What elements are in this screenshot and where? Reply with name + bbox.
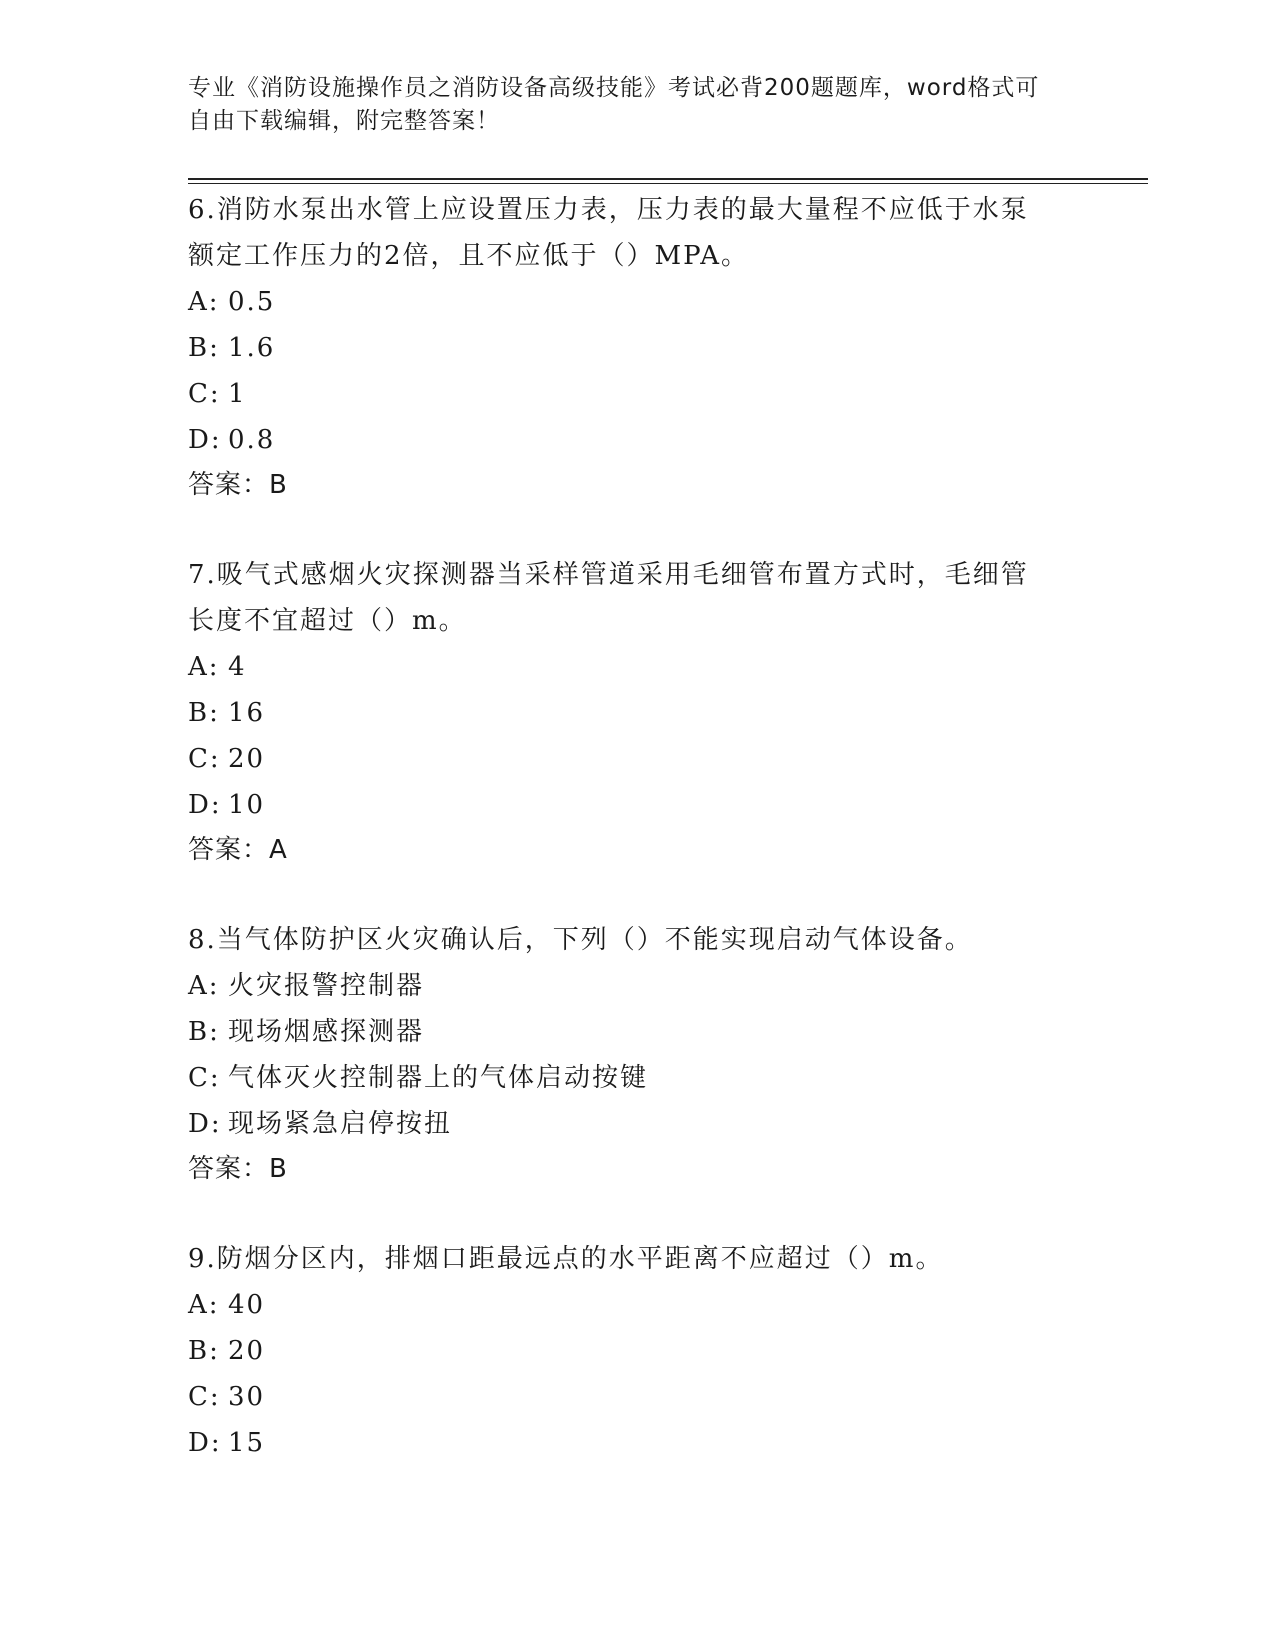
option-text: 0.5 xyxy=(228,287,276,317)
option-text: 现场烟感探测器 xyxy=(228,1017,425,1047)
option-text: 40 xyxy=(228,1290,266,1320)
option-b xyxy=(188,325,1088,371)
option-text: 20 xyxy=(228,1336,266,1366)
question-8 xyxy=(188,917,1088,1191)
question-stem-line: 额定工作压力的2倍，且不应低于（）MPA。 xyxy=(188,241,750,271)
option-text: 现场紧急启停按扭 xyxy=(228,1109,453,1139)
option-a xyxy=(188,644,1088,690)
header-line-2: 自由下载编辑，附完整答案！ xyxy=(188,108,500,134)
question-7 xyxy=(188,552,1088,872)
option-d xyxy=(188,1420,1088,1466)
option-key: C: xyxy=(188,1063,221,1093)
question-6 xyxy=(188,187,1088,507)
option-key: B: xyxy=(188,1336,220,1366)
header-divider-thin xyxy=(188,183,1148,184)
answer-line: 答案：B xyxy=(188,470,288,500)
question-9 xyxy=(188,1236,1088,1466)
option-text: 1 xyxy=(228,379,247,409)
option-key: C: xyxy=(188,1382,221,1412)
option-a xyxy=(188,279,1088,325)
option-key: D: xyxy=(188,790,222,820)
option-a xyxy=(188,963,1088,1009)
option-key: D: xyxy=(188,1428,222,1458)
question-stem-line: 7.吸气式感烟火灾探测器当采样管道采用毛细管布置方式时，毛细管 xyxy=(188,560,1029,590)
document-header xyxy=(188,72,1068,138)
option-text: 火灾报警控制器 xyxy=(228,971,425,1001)
option-b xyxy=(188,1009,1088,1055)
header-divider-thick xyxy=(188,178,1148,180)
option-text: 16 xyxy=(228,698,266,728)
answer-line: 答案：A xyxy=(188,835,288,865)
option-b xyxy=(188,690,1088,736)
option-text: 4 xyxy=(228,652,247,682)
option-key: B: xyxy=(188,1017,220,1047)
option-d xyxy=(188,417,1088,463)
option-key: B: xyxy=(188,333,220,363)
option-key: A: xyxy=(188,971,220,1001)
option-text: 20 xyxy=(228,744,266,774)
option-d xyxy=(188,782,1088,828)
option-d xyxy=(188,1101,1088,1147)
option-text: 1.6 xyxy=(228,333,276,363)
option-text: 气体灭火控制器上的气体启动按键 xyxy=(228,1063,649,1093)
option-key: A: xyxy=(188,1290,220,1320)
option-key: A: xyxy=(188,652,220,682)
option-key: B: xyxy=(188,698,220,728)
option-c xyxy=(188,1055,1088,1101)
option-b xyxy=(188,1328,1088,1374)
question-stem-line: 8.当气体防护区火灾确认后，下列（）不能实现启动气体设备。 xyxy=(188,925,973,955)
option-a xyxy=(188,1282,1088,1328)
option-key: D: xyxy=(188,425,222,455)
option-key: C: xyxy=(188,379,221,409)
question-stem-line: 长度不宜超过（）m。 xyxy=(188,606,467,636)
option-text: 15 xyxy=(228,1428,266,1458)
option-text: 10 xyxy=(228,790,266,820)
option-text: 0.8 xyxy=(228,425,276,455)
option-c xyxy=(188,371,1088,417)
option-key: A: xyxy=(188,287,220,317)
question-stem-line: 9.防烟分区内，排烟口距最远点的水平距离不应超过（）m。 xyxy=(188,1244,944,1274)
option-c xyxy=(188,736,1088,782)
header-line-1: 专业《消防设施操作员之消防设备高级技能》考试必背200题题库，word格式可 xyxy=(188,75,1040,101)
option-key: D: xyxy=(188,1109,222,1139)
option-text: 30 xyxy=(228,1382,266,1412)
question-stem-line: 6.消防水泵出水管上应设置压力表，压力表的最大量程不应低于水泵 xyxy=(188,195,1029,225)
option-c xyxy=(188,1374,1088,1420)
option-key: C: xyxy=(188,744,221,774)
answer-line: 答案：B xyxy=(188,1154,288,1184)
